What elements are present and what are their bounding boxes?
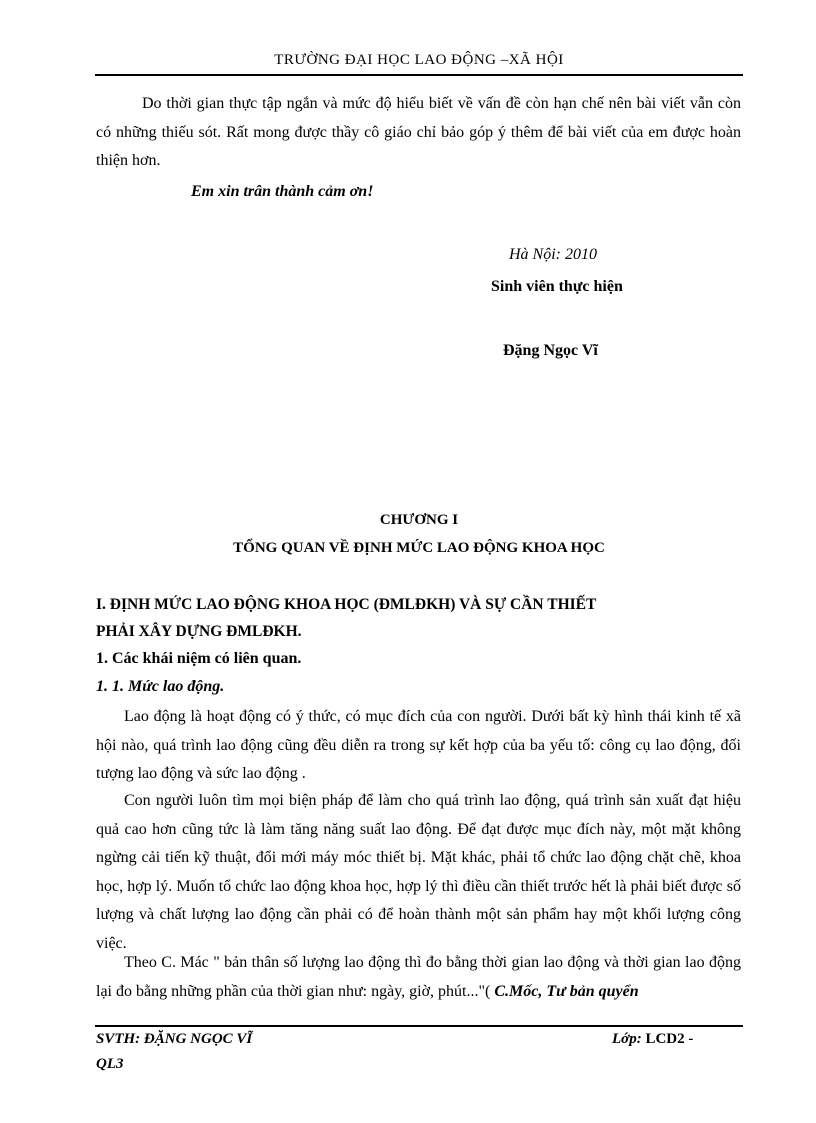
thanks-line: Em xin trân thành cảm ơn!	[191, 183, 374, 200]
body-paragraph-1	[96, 703, 741, 789]
footer-class-value: LCD2 -	[641, 1031, 694, 1047]
footer-class	[612, 1031, 693, 1048]
intro-text: Do thời gian thực tập ngắn và mức độ hiểu biết về vấn đề còn hạn chế nên bài viết vẫn còn có những thiếu sót. Rất mong được thầy cô giáo chỉ bảo góp ý thêm để bài viết của em được hoàn thiện hơn.	[96, 95, 741, 169]
footer-student: SVTH: ĐẶNG NGỌC VĨ	[96, 1031, 253, 1047]
page-header-title: TRƯỜNG ĐẠI HỌC LAO ĐỘNG –XÃ HỘI	[274, 52, 564, 68]
chapter-title: TỔNG QUAN VỀ ĐỊNH MỨC LAO ĐỘNG KHOA HỌC	[233, 540, 605, 556]
footer-class-continued: QL3	[96, 1056, 124, 1072]
signature-place-date: Hà Nội: 2010	[509, 246, 597, 263]
header-divider	[95, 74, 743, 76]
body-paragraph-3	[96, 949, 741, 1006]
signature-name: Đặng Ngọc Vĩ	[503, 342, 598, 359]
section-heading-line2: PHẢI XÂY DỰNG ĐMLĐKH.	[96, 623, 302, 640]
subsection-heading: 1. Các khái niệm có liên quan.	[96, 650, 302, 667]
chapter-number: CHƯƠNG I	[379, 512, 459, 528]
body-p3-text: Theo C. Mác " bản thân số lượng lao động thì đo bằng thời gian lao động và thời gian lao động lại đo bằng những phần của thời gian như: ngày, giờ, phút..."(	[96, 954, 741, 1000]
signature-role: Sinh viên thực hiện	[491, 278, 623, 295]
section-heading-line1: I. ĐỊNH MỨC LAO ĐỘNG KHOA HỌC (ĐMLĐKH) VÀ SỰ CẦN THIẾT	[96, 596, 597, 613]
body-p2-text: Con người luôn tìm mọi biện pháp để làm cho quá trình lao động, quá trình sản xuất đạt hiệu quả cao hơn cũng tức là làm tăng năng suất lao động. Để đạt được mục đích này, một mặt không ngừng cải tiến kỹ thuật, đổi mới máy móc thiết bị. Mặt khác, phải tổ chức lao động chặt chẽ, khoa học, hợp lý. Muốn tổ chức lao động khoa học, hợp lý thì điều cần thiết trước hết là phải biết được số lượng và chất lượng lao động cần phải có để hoàn thành một sản phẩm hay một khối lượng công việc.	[96, 792, 741, 952]
body-p3-citation: C.Mốc, Tư bản quyển	[490, 982, 639, 1000]
footer-class-label: Lớp:	[612, 1031, 642, 1047]
intro-paragraph	[96, 90, 741, 176]
body-paragraph-2	[96, 787, 741, 958]
subsubsection-heading: 1. 1. Mức lao động.	[96, 678, 225, 695]
body-p1-text: Lao động là hoạt động có ý thức, có mục đích của con người. Dưới bất kỳ hình thái kinh tế xã hội nào, quá trình lao động cũng đều diễn ra trong sự kết hợp của ba yếu tố: công cụ lao động, đối tượng lao động và sức lao động .	[96, 708, 741, 782]
footer-divider	[95, 1025, 743, 1027]
